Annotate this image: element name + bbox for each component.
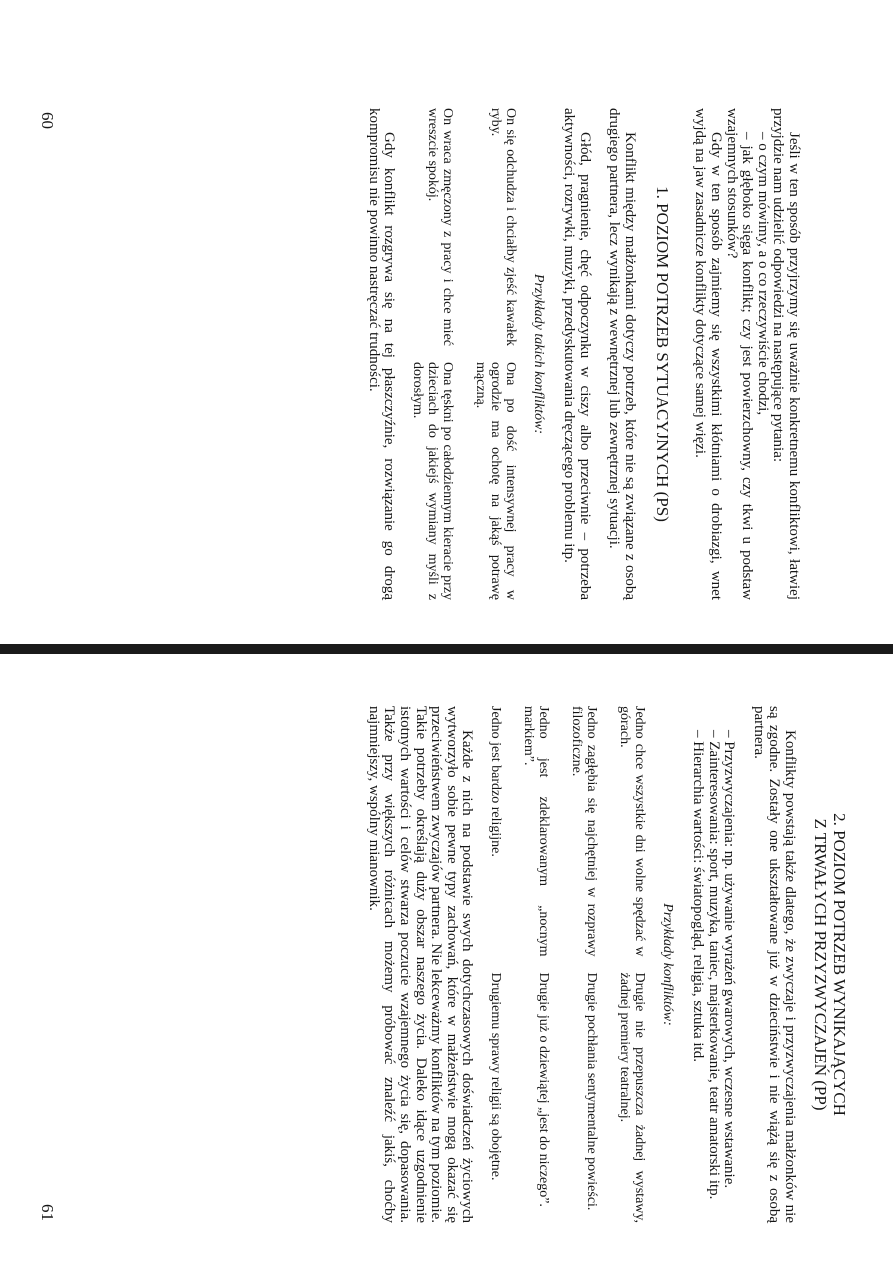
example-b: Ona tęskni po całodziennym kieracie przy dzieciach do jakiejś wymiany myśli z dorosłym. xyxy=(410,362,456,600)
examples-title: Przykłady takich konfliktów: xyxy=(531,273,547,435)
example-b: Ona po dość intensywnej pracy w ogrodzie ma ochotę na jakąś potrawę mączną. xyxy=(473,362,519,600)
page-number-right: 61 xyxy=(38,1204,57,1221)
section-heading-1: 1. POZIOM POTRZEB SYTUACYJNYCH (PS) xyxy=(652,186,672,522)
example-b: Drugie już o dziewiątej „jest do niczego”. xyxy=(536,972,552,1207)
section-heading-2 xyxy=(811,706,849,1223)
closing-paragraph: Gdy konflikt rozgrywa się na tej płaszczyźnie, rozwiązanie go drogą kompromisu nie powinno nastręczać trudności. xyxy=(365,108,398,600)
intro-paragraph: Jeśli w ten sposób przyjrzymy się uważnie konkretnemu konfliktowi, łatwiej przyjdzie nam udzielić odpowiedzi na następujące pytania: xyxy=(770,108,802,600)
book-spine xyxy=(0,644,893,654)
heading-line-1: 2. POZIOM POTRZEB WYNIKAJĄCYCH xyxy=(830,813,849,1116)
paragraph-4: Głód, pragnienie, chęć odpoczynku w ciszy albo przeciwnie – potrzeba aktywności, rozrywki, muzyki, przedyskutowania dręczącego problemu itp. xyxy=(561,108,593,600)
list-item-1: – Przyzwyczajenia: np. używanie wyrażeń gwarowych, wczesne wstawanie. xyxy=(721,730,738,1189)
question-1: – o czym mówimy, a o co rzeczywiście chodzi, xyxy=(754,132,771,416)
example-a: On się odchudza i chciałby zjeść kawałek ryby. xyxy=(488,108,519,346)
question-2: – jak głęboko sięga konflikt; czy jest powierzchowny, czy tkwi u podstaw wzajemnych stosunków? xyxy=(723,108,756,600)
paragraph-2: Gdy w ten sposób zajmiemy się wszystkimi kłótniami o drobiazgi, wnet wyjdą na jaw zasadnicze konflikty dotyczące samej więzi. xyxy=(692,108,725,600)
example-a: On wraca zmęczony z pracy i chce mieć wreszcie spokój. xyxy=(425,108,456,346)
example-pair xyxy=(473,108,518,600)
example-pair xyxy=(569,706,599,1223)
examples-list xyxy=(488,706,647,1223)
list-item-3: – Hierarchia wartości: światopogląd, religia, sztuka itd. xyxy=(690,730,707,1062)
example-a: Jedno chce wszystkie dni wolne spędzać w górach. xyxy=(617,706,648,957)
example-a: Jedno jest bardzo religijne. xyxy=(488,706,504,857)
page-number-left: 60 xyxy=(38,112,57,129)
example-pair xyxy=(488,706,503,1223)
example-pair xyxy=(410,108,455,600)
examples-title: Przykłady konfliktów: xyxy=(660,903,676,1026)
examples-list xyxy=(410,108,518,600)
paragraph-1: Konflikty powstają także dlatego, że zwyczaje i przyzwyczajenia małżonków nie są zgodne. Zostały one ukształtowane już w dzieciństwie i nie wiążą się z osobą partnera. xyxy=(750,706,798,1223)
heading-line-2: Z TRWAŁYCH PRZYZWYCZAJEŃ (PP) xyxy=(811,818,830,1111)
example-pair xyxy=(521,706,551,1223)
example-a: Jedno zagłębia się najchętniej w rozprawy filozoficzne. xyxy=(569,706,600,957)
paragraph-3: Konflikt między małżonkami dotyczy potrzeb, które nie są związane z osobą drugiego partnera, lecz wynikają z wewnętrznej lub zewnętrznej sytuacji. xyxy=(606,108,638,600)
example-pair xyxy=(617,706,647,1223)
list-item-2: – Zainteresowania: sport, muzyka, taniec, majsterkowanie, teatr amatorski itp. xyxy=(705,730,722,1200)
right-page xyxy=(0,656,893,1263)
example-a: Jedno jest zdeklarowanym „nocnym markiem”. xyxy=(521,706,552,957)
closing-paragraph: Każde z nich na podstawie swych dotychczasowych doświadczeń życiowych wytworzyło sobie pewne typy zachowań, które w małżeństwie mogą okazać się przeciwieństwem zwyczajów partnera. Nie lekceważmy konfliktów na tym poziomie. Takie potrzeby określają duży obszar naszego życia. Daleko idące uzgodnienie istotnych wartości i celów stwarza poczucie wzajemnego życia się, dopasowania. Także przy większych różnicach możemy próbować znaleźć jakiś, choćby najmniejszy, wspólny mianownik. xyxy=(365,706,476,1223)
example-b: Drugiemu sprawy religii są obojętne. xyxy=(488,972,504,1181)
example-b: Drugie nie przepuszcza żadnej wystawy, żadnej premiery teatralnej. xyxy=(617,972,648,1223)
example-b: Drugie pochłania sentymentalne powieści. xyxy=(584,972,600,1211)
